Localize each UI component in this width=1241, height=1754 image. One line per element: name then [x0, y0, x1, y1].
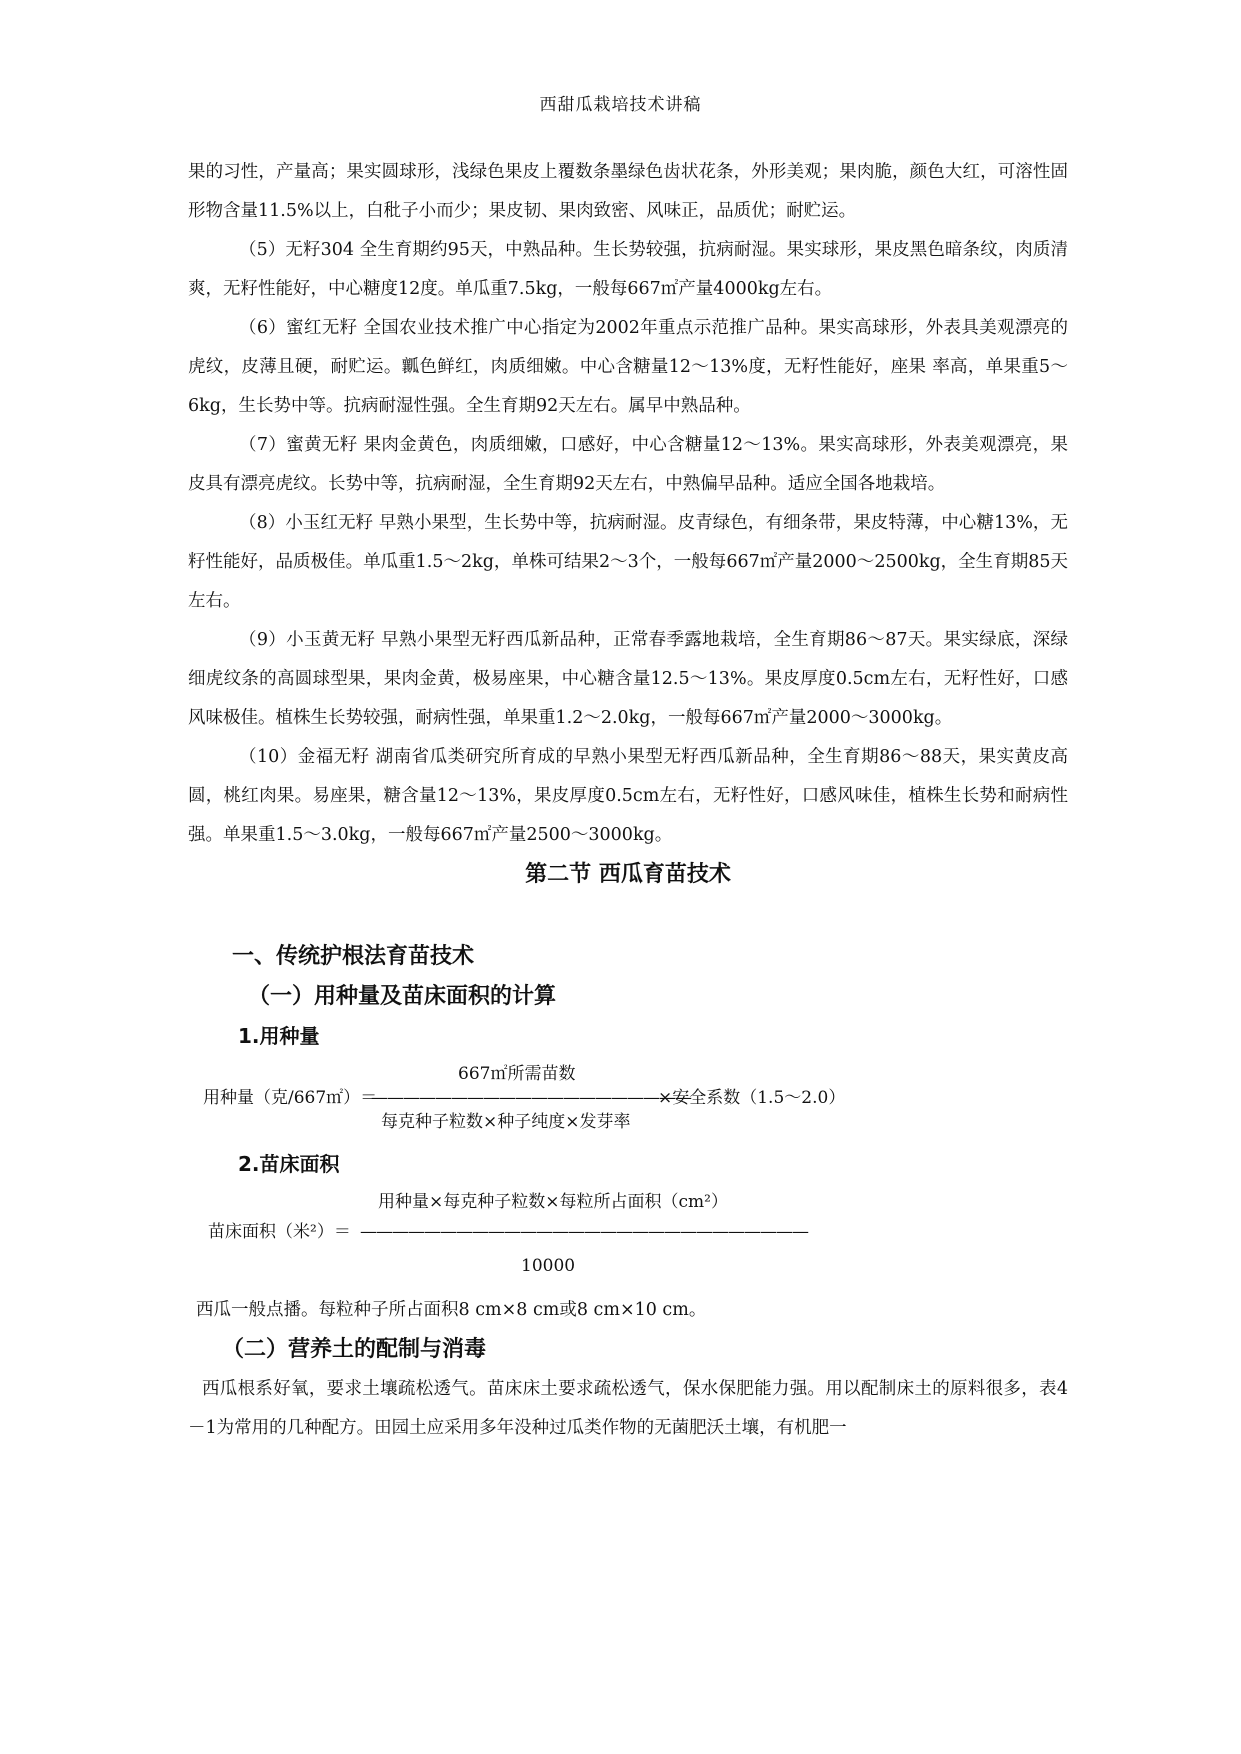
formula-rhs: ×安全系数（1.5～2.0）: [658, 1088, 846, 1108]
paragraph: （8）小玉红无籽 早熟小果型，生长势中等，抗病耐湿。皮青绿色，有细条带，果皮特薄，中心糖13%，无籽性能好，品质极佳。单瓜重1.5～2kg，单株可结果2～3个，一般每667㎡产量2000～2500kg，全生育期85天左右。: [188, 513, 1068, 611]
paragraph: （7）蜜黄无籽 果肉金黄色，肉质细嫩，口感好，中心含糖量12～13%。果实高球形，外表美观漂亮，果皮具有漂亮虎纹。长势中等，抗病耐湿，全生育期92天左右，中熟偏早品种。适应全国各地栽培。: [188, 435, 1068, 494]
paragraph: （5）无籽304 全生育期约95天，中熟品种。生长势较强，抗病耐湿。果实球形，果皮黑色暗条纹，肉质清爽，无籽性能好，中心糖度12度。单瓜重7.5kg，一般每667㎡产量4000kg左右。: [188, 240, 1068, 299]
formula-denominator: 10000: [521, 1256, 576, 1276]
paragraph: （6）蜜红无籽 全国农业技术推广中心指定为2002年重点示范推广品种。果实高球形，外表具美观漂亮的虎纹，皮薄且硬，耐贮运。瓤色鲜红，肉质细嫩。中心含糖量12～13%度，无籽性能好，座果 率高，单果重5～6kg，生长势中等。抗病耐湿性强。全生育期92天左右。属早中熟品种。: [188, 318, 1068, 416]
paragraph: （10）金福无籽 湖南省瓜类研究所育成的早熟小果型无籽西瓜新品种，全生育期86～88天，果实黄皮高圆，桃红肉果。易座果，糖含量12～13%，果皮厚度0.5cm左右，无籽性好，口感风味佳，植株生长势和耐病性强。单果重1.5～3.0kg，一般每667㎡产量2500～3000kg。: [188, 747, 1068, 845]
heading-level-3: 1.用种量: [238, 1024, 320, 1048]
formula-numerator: 用种量×每克种子粒数×每粒所占面积（cm²）: [378, 1192, 728, 1212]
formula-bed-area: [188, 1183, 1068, 1291]
paragraph: 西瓜根系好氧，要求土壤疏松透气。苗床床土要求疏松透气，保水保肥能力强。用以配制床土的原料很多，表4－1为常用的几种配方。田园土应采用多年没种过瓜类作物的无菌肥沃土壤，有机肥一: [188, 1379, 1068, 1438]
paragraph: 果的习性，产量高；果实圆球形，浅绿色果皮上覆数条墨绿色齿状花条，外形美观；果肉脆，颜色大红，可溶性固形物含量11.5%以上，白秕子小而少；果皮韧、果肉致密、风味正，品质优；耐贮运。: [188, 162, 1068, 221]
heading-level-1: 一、传统护根法育苗技术: [232, 944, 475, 969]
formula-seed-amount: [188, 1055, 1068, 1135]
formula-fraction-line: ————————————————————: [371, 1088, 691, 1108]
heading-level-2: （二）营养土的配制与消毒: [222, 1337, 487, 1362]
paragraph: （9）小玉黄无籽 早熟小果型无籽西瓜新品种，正常春季露地栽培，全生育期86～87天。果实绿底，深绿细虎纹条的高圆球型果，果肉金黄，极易座果，中心糖含量12.5～13%。果皮厚度0.5cm左右，无籽性好，口感风味极佳。植株生长势较强，耐病性强，单果重1.2～2.0kg，一般每667㎡产量2000～3000kg。: [188, 630, 1068, 728]
heading-level-2: （一）用种量及苗床面积的计算: [248, 984, 557, 1009]
formula-lhs: 用种量（克/667㎡）＝: [203, 1088, 378, 1108]
document-body: [188, 153, 1068, 1448]
formula-lhs: 苗床面积（米²）＝: [208, 1222, 351, 1242]
heading-level-3: 2.苗床面积: [238, 1152, 340, 1176]
section-title: 第二节 西瓜育苗技术: [525, 862, 731, 887]
page-header: 西甜瓜栽培技术讲稿: [539, 95, 702, 115]
formula-denominator: 每克种子粒数×种子纯度×发芽率: [381, 1112, 631, 1132]
formula-fraction-line: ————————————————————————————: [360, 1222, 808, 1242]
note-text: 西瓜一般点播。每粒种子所占面积8 cm×8 cm或8 cm×10 cm。: [196, 1300, 707, 1320]
formula-numerator: 667㎡所需苗数: [458, 1064, 576, 1084]
